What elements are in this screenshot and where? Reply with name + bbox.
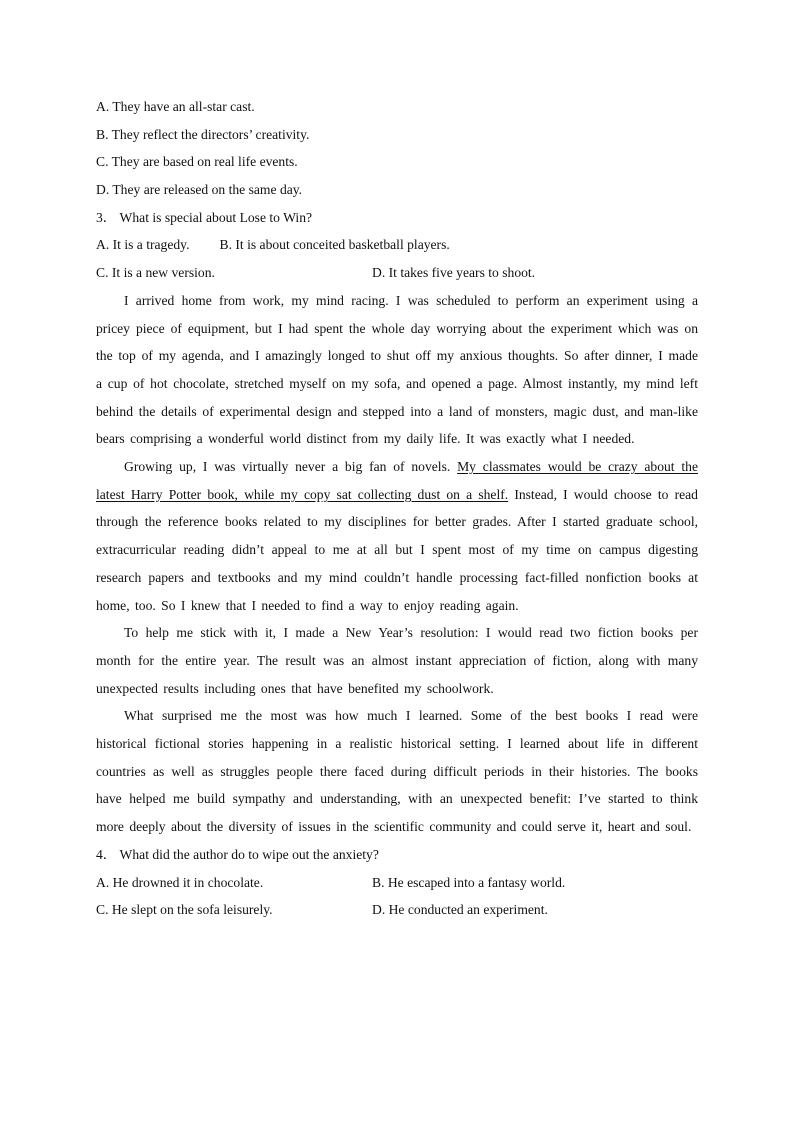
passage-paragraph-2-start: Growing up, I was virtually never a big fan of novels. [124,459,458,475]
q4-option-d: D. He conducted an experiment. [372,902,548,918]
q2-option-b: B. They reflect the directors’ creativity. [96,126,310,142]
q4-stem: 4． What did the author do to wipe out the anxiety? [96,846,379,862]
q3-option-d: D. It takes five years to shoot. [372,265,536,281]
q2-option-a: A. They have an all-star cast. [96,99,255,114]
underlined-sentence: My classmates would be crazy about the latest Harry Potter book, while my copy sat collecting dust on a shelf. [96,459,698,502]
q4-option-c: C. He slept on the sofa leisurely. [96,902,273,918]
q2-option-c: C. They are based on real life events. [96,154,298,170]
q4-options-row-1 [96,869,698,897]
passage-paragraph-1: I arrived home from work, my mind racing. I was scheduled to perform an experiment using a pricey piece of equipment, but I had spent the whole day worrying about the experiment which was on the top of my agenda, and I amazingly longed to shut off my anxious thoughts. So after dinner, I made a cup of hot chocolate, stretched myself on my sofa, and opened a page. Almost instantly, my mind left behind the details of experimental design and stepped into a land of monsters, magic dust, and man-like bears comprising a wonderful world distinct from my daily life. It was exactly what I needed. [96,292,698,447]
passage-paragraph-2 [96,453,698,619]
q2-option-d: D. They are released on the same day. [96,182,303,198]
passage-paragraph-3: To help me stick with it, I made a New Year’s resolution: I would read two fiction books per month for the entire year. The result was an almost instant appreciation of fiction, along with many unexpected results including ones that have benefited my schoolwork. [96,625,698,696]
q3-options-row-1 [96,231,698,259]
q3-stem: 3． What is special about Lose to Win? [96,209,313,225]
q4-options-row-2 [96,896,698,924]
q3-option-b: B. It is about conceited basketball players. [219,237,450,253]
passage-paragraph-4: What surprised me the most was how much I learned. Some of the best books I read were historical fictional stories happening in a realistic historical setting. I learned about life in different countries as well as struggles people there faced during difficult periods in their histories. The books have helped me build sympathy and understanding, with an unexpected benefit: I’ve started to think more deeply about the diversity of issues in the scientific community and could serve it, heart and soul. [96,708,698,835]
q3-options-row-2 [96,259,698,287]
q3-option-c: C. It is a new version. [96,265,215,281]
q4-option-b: B. He escaped into a fantasy world. [372,874,566,890]
q3-option-a: A. It is a tragedy. [96,237,190,253]
passage-paragraph-2-end: Instead, I would choose to read through the reference books related to my disciplines for better grades. After I started graduate school, extracurricular reading didn’t appeal to me at all but I spent most of my time on campus digesting research papers and textbooks and my mind couldn’t handle processing fact-filled nonfiction books at home, too. So I knew that I needed to find a way to enjoy reading again. [96,486,698,613]
q4-option-a: A. He drowned it in chocolate. [96,874,264,890]
document-page [96,93,698,924]
